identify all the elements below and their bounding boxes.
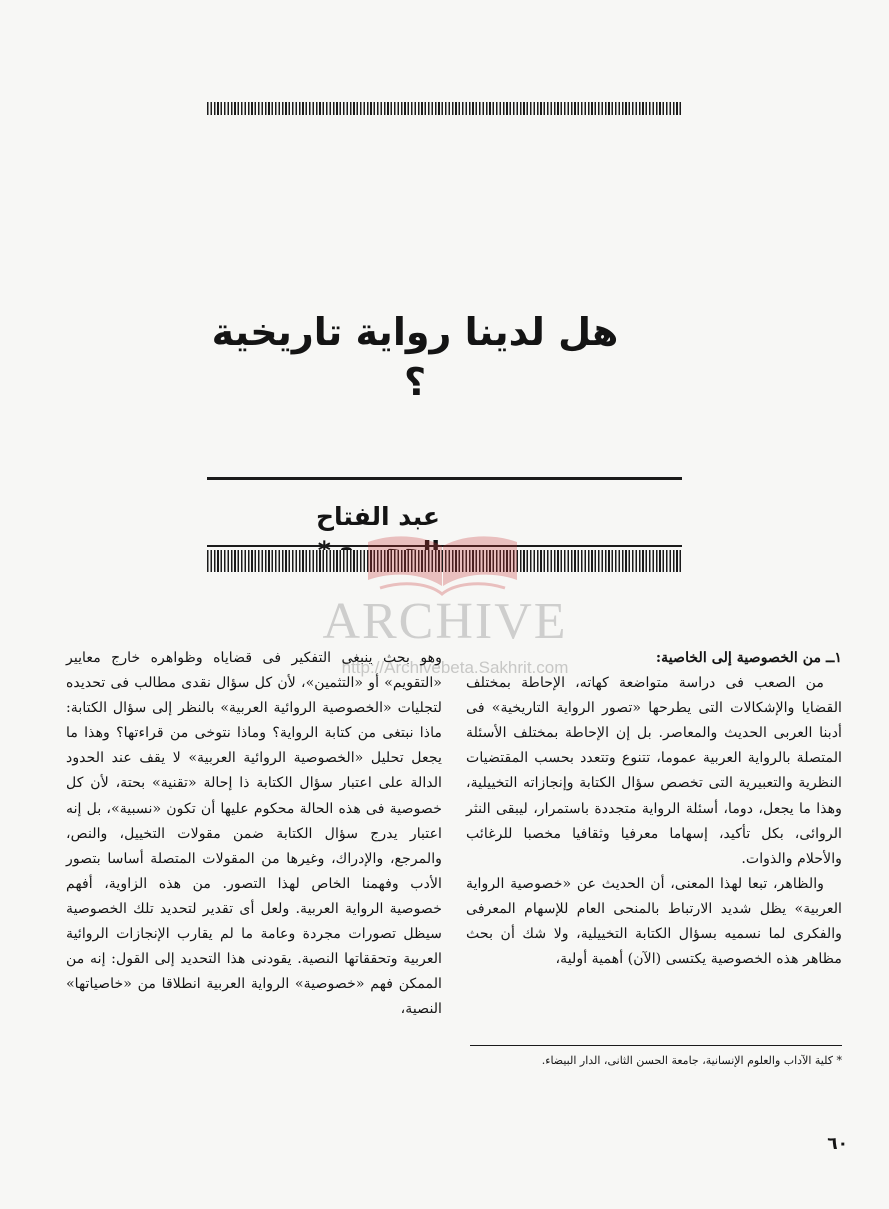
watermark-url: http://Archivebeta.Sakhrit.com	[341, 658, 569, 677]
book-logo-icon	[360, 528, 525, 598]
paragraph: من الصعب فى دراسة متواضعة كهاته، الإحاطة بمختلف القضايا والإشكالات التى يطرحها «تصور الرواية التاريخية» فى أدبنا العربى الحديث والمعاصر. بل إن الإحاطة بمختلف الأسئلة المتصلة بالرواية العربية عموما، تتنوع وتتعدد بحسب المقتضيات النظرية والتعبيرية التى تخصص سؤال الكتابة وإنجازاته التخييلية، وهذا ما يجعل، دوما، أسئلة الرواية متجددة باستمرار، ليبقى النثر الروائى، بكل تأكيد، إسهاما معرفيا وثقافيا مخصبا للرغائب والأحلام والذوات.	[466, 675, 842, 867]
left-column	[66, 646, 442, 1022]
watermark-text: ARCHIVE	[322, 593, 568, 650]
top-hatch-divider	[207, 102, 682, 115]
footnote: * كلية الآداب والعلوم الإنسانية، جامعة الحسن الثانى، الدار البيضاء.	[541, 1054, 842, 1067]
right-column	[466, 646, 842, 972]
paragraph: والظاهر، تبعا لهذا المعنى، أن الحديث عن «خصوصية الرواية العربية» يظل شديد الارتباط بالمنحى العام للإسهام المعرفى والفكرى لما نسميه بسؤال الكتابة التخييلية، ولا شك أن بحث مظاهر هذه الخصوصية يكتسى (الآن) أهمية أولية،	[466, 875, 842, 968]
section-heading: ١ــ من الخصوصية إلى الخاصية:	[655, 650, 842, 666]
author-name: عبد الفتاح	[316, 502, 440, 531]
footnote-rule	[470, 1045, 842, 1046]
author-top-rule	[207, 477, 682, 480]
article-title: هل لدينا رواية تاريخية ؟	[211, 310, 619, 405]
page-number: ٦٠	[827, 1134, 848, 1154]
paragraph: وهو بحث ينبغى التفكير فى قضاياه وظواهره خارج معايير «التقويم» أو «التثمين»، لأن كل سؤال نقدى مطالب فى تحديده لتجليات «الخصوصية الروائية العربية» بالنظر إلى سؤال الكتابة: ماذا نبتغى من كتابة الرواية؟ وماذا نتوخى من قراءتها؟ وهذا ما يجعل تحليل «الخصوصية الروائية العربية» لا يقف عند الحدود الدالة على اعتبار سؤال الكتابة ذا إحالة «تقنية» بحتة، لأن كل خصوصية فى هذه الحالة محكوم عليها أن تكون «نسبية»، بل إنه اعتبار يدرج سؤال الكتابة ضمن مقولات التخييل، والنص، والمرجع، والإدراك، وغيرها من المقولات المتصلة أساسا بتصور الأدب وفهمنا الخاص لهذا التصور. من هذه الزاوية، أفهم خصوصية الرواية العربية. ولعل أى تقدير لتحديد تلك الخصوصية سيظل تصورات مجردة وعامة ما لم يقارب الإنجازات الروائية العربية وتحققاتها النصية. يقودنى هذا التحديد إلى القول: إنه من الممكن فهم «خصوصية» الرواية العربية انطلاقا من «خاصياتها» النصية،	[66, 650, 442, 1018]
